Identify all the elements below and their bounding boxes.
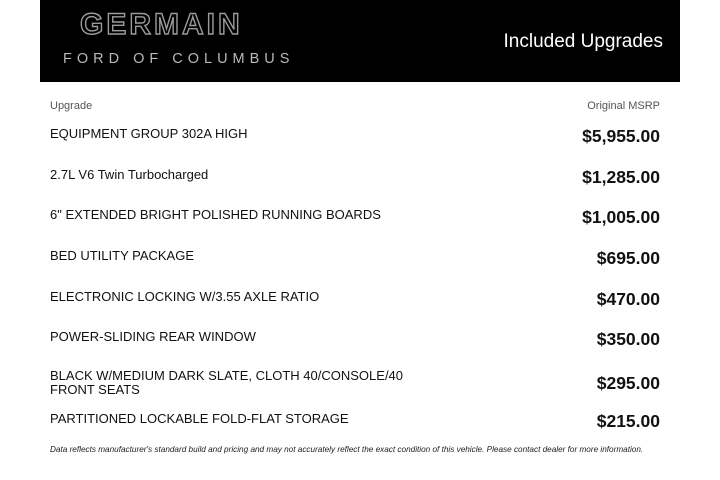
page-title: Included Upgrades bbox=[503, 31, 663, 52]
upgrade-price: $295.00 bbox=[596, 373, 660, 394]
dealer-logo-subtitle: FORD OF COLUMBUS bbox=[63, 51, 295, 67]
upgrades-sheet bbox=[40, 0, 680, 480]
table-row bbox=[40, 403, 680, 444]
upgrade-price: $350.00 bbox=[596, 329, 660, 350]
table-row bbox=[40, 118, 680, 159]
upgrades-list bbox=[40, 118, 680, 444]
column-header-upgrade: Upgrade bbox=[50, 100, 93, 112]
upgrade-price: $215.00 bbox=[596, 410, 660, 431]
upgrade-price: $695.00 bbox=[596, 248, 660, 269]
table-row bbox=[40, 321, 680, 362]
upgrade-name: 6" EXTENDED BRIGHT POLISHED RUNNING BOARDS bbox=[50, 207, 381, 223]
upgrade-name: BED UTILITY PACKAGE bbox=[50, 248, 195, 264]
column-header-msrp: Original MSRP bbox=[587, 100, 660, 112]
header-bar bbox=[40, 0, 680, 82]
upgrade-name: PARTITIONED LOCKABLE FOLD-FLAT STORAGE bbox=[50, 410, 349, 426]
upgrade-price: $5,955.00 bbox=[582, 126, 660, 146]
table-row bbox=[40, 159, 680, 200]
upgrade-price: $1,005.00 bbox=[582, 207, 660, 228]
upgrade-name: POWER-SLIDING REAR WINDOW bbox=[50, 329, 256, 345]
upgrade-name: BLACK W/MEDIUM DARK SLATE, CLOTH 40/CONSOLE/40 FRONT SEATS bbox=[50, 368, 404, 398]
upgrade-price: $470.00 bbox=[596, 288, 660, 309]
table-row bbox=[40, 281, 680, 322]
upgrade-price: $1,285.00 bbox=[582, 166, 660, 187]
table-row bbox=[40, 240, 680, 281]
disclaimer-text: Data reflects manufacturer's standard build and pricing and may not accurately reflect the exact condition of this vehicle. Please contact dealer for more information. bbox=[50, 445, 644, 454]
dealer-logo-wordmark: GERMAIN bbox=[80, 8, 243, 41]
upgrade-name: ELECTRONIC LOCKING W/3.55 AXLE RATIO bbox=[50, 288, 320, 304]
table-row bbox=[40, 362, 680, 403]
upgrade-name: 2.7L V6 Twin Turbocharged bbox=[50, 166, 209, 182]
table-row bbox=[40, 199, 680, 240]
upgrade-name: EQUIPMENT GROUP 302A HIGH bbox=[50, 126, 248, 141]
